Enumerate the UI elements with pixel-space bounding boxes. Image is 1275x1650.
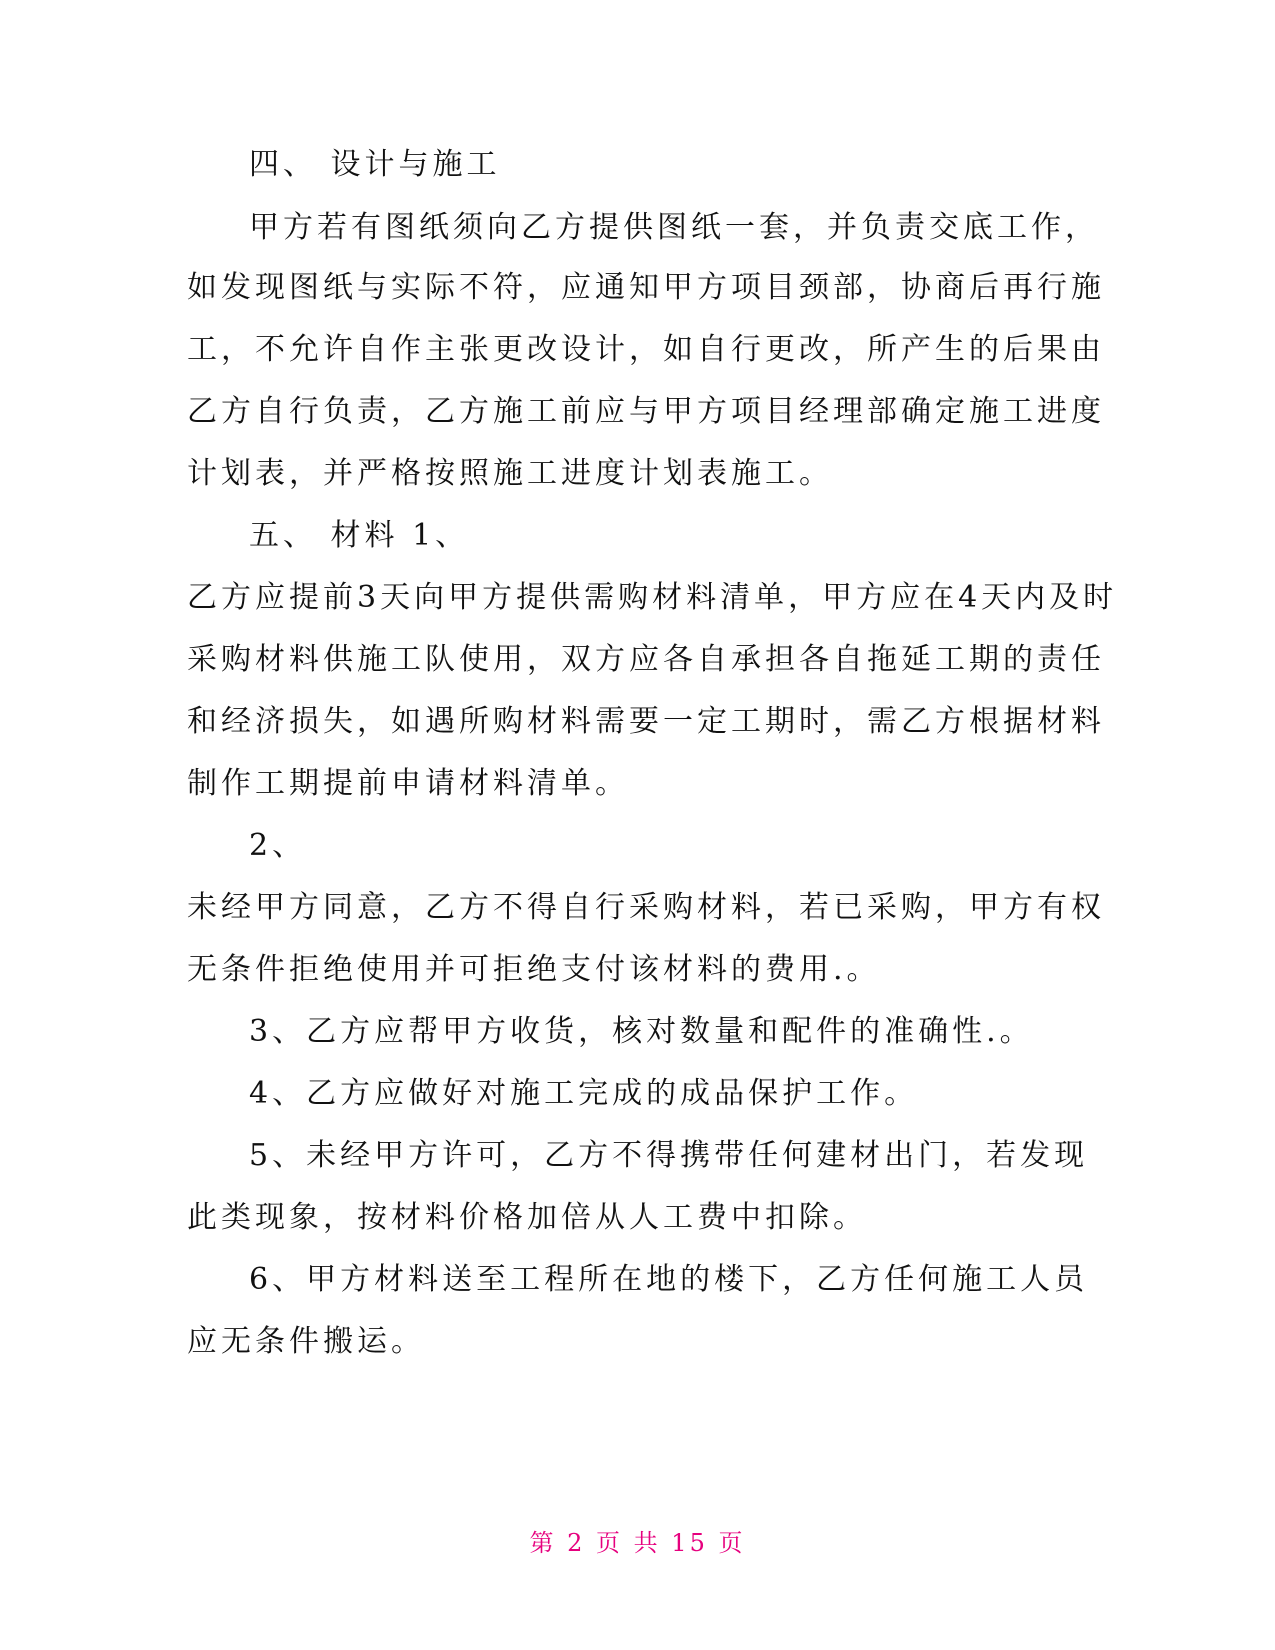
paragraph-line: 乙方应提前3天向甲方提供需购材料清单，甲方应在4天内及时 — [187, 580, 1118, 615]
paragraph-line: 和经济损失，如遇所购材料需要一定工期时，需乙方根据材料 — [187, 704, 1105, 739]
paragraph-line: 应无条件搬运。 — [187, 1324, 425, 1359]
page-number-footer: 第 2 页 共 15 页 — [529, 1529, 746, 1557]
paragraph-line: 此类现象，按材料价格加倍从人工费中扣除。 — [187, 1200, 867, 1235]
paragraph-line: 无条件拒绝使用并可拒绝支付该材料的费用.。 — [187, 952, 881, 987]
paragraph-line: 工，不允许自作主张更改设计，如自行更改，所产生的后果由 — [187, 332, 1105, 367]
paragraph-line: 制作工期提前申请材料清单。 — [187, 766, 629, 801]
item-number: 2、 — [249, 828, 307, 863]
list-item: 6、甲方材料送至工程所在地的楼下，乙方任何施工人员 — [249, 1262, 1089, 1297]
paragraph-line: 如发现图纸与实际不符，应通知甲方项目颈部，协商后再行施 — [187, 270, 1105, 305]
paragraph-line: 计划表，并严格按照施工进度计划表施工。 — [187, 456, 833, 491]
section-4-heading: 四、 设计与施工 — [249, 147, 501, 182]
paragraph-line: 乙方自行负责，乙方施工前应与甲方项目经理部确定施工进度 — [187, 394, 1105, 429]
section-5-heading: 五、 材料 1、 — [249, 518, 470, 553]
paragraph-line: 甲方若有图纸须向乙方提供图纸一套，并负责交底工作， — [249, 210, 1099, 245]
list-item: 3、乙方应帮甲方收货，核对数量和配件的准确性.。 — [249, 1014, 1034, 1049]
list-item: 5、未经甲方许可，乙方不得携带任何建材出门，若发现 — [249, 1138, 1089, 1173]
paragraph-line: 采购材料供施工队使用，双方应各自承担各自拖延工期的责任 — [187, 642, 1105, 677]
list-item: 4、乙方应做好对施工完成的成品保护工作。 — [249, 1076, 919, 1111]
paragraph-line: 未经甲方同意，乙方不得自行采购材料，若已采购，甲方有权 — [187, 890, 1105, 925]
